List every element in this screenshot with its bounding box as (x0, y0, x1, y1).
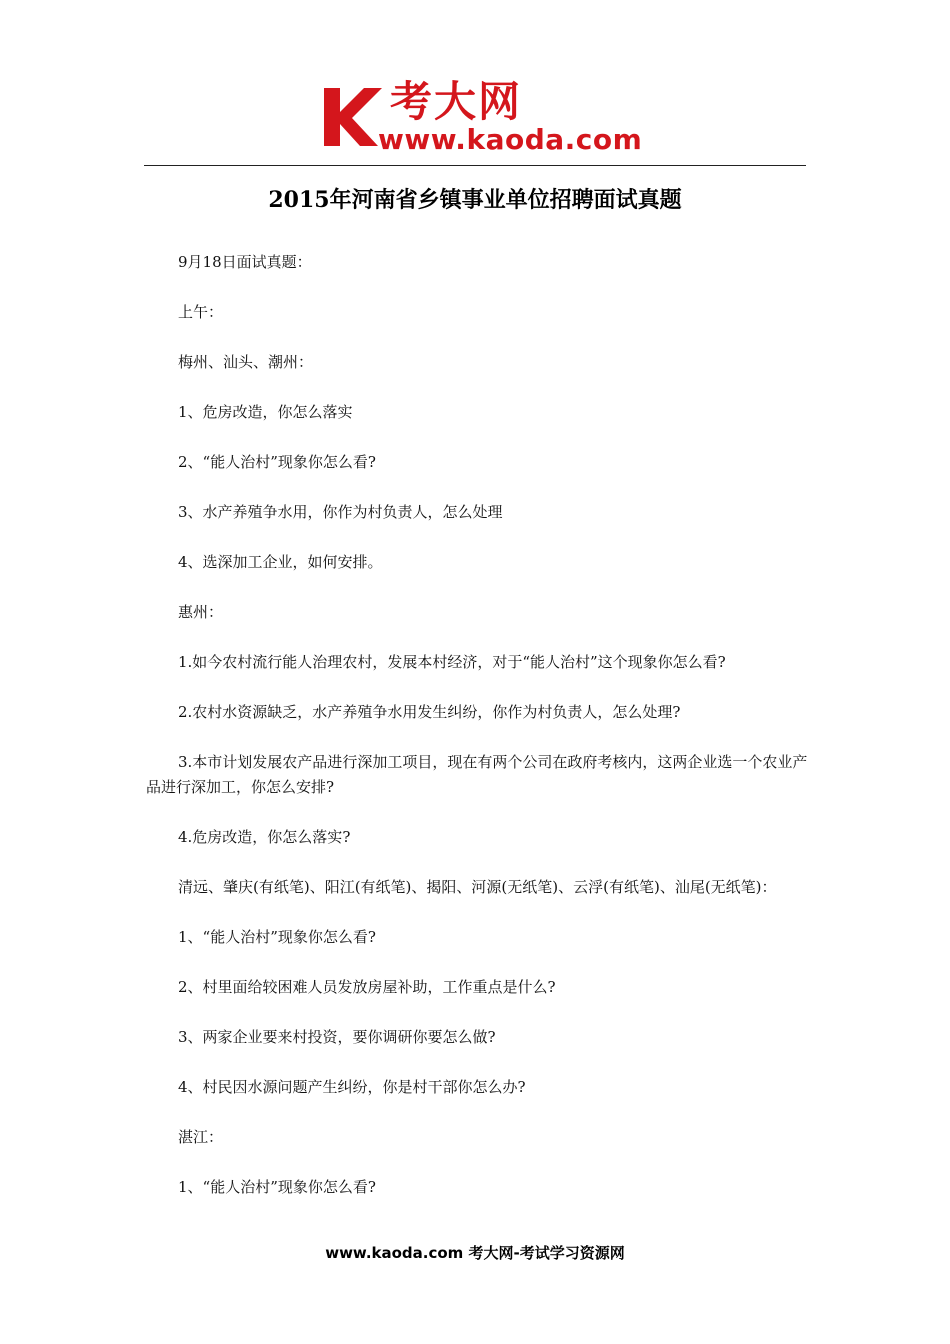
paragraph: 2.农村水资源缺乏，水产养殖争水用发生纠纷，你作为村负责人，怎么处理? (178, 703, 681, 721)
paragraph: 9月18日面试真题： (178, 253, 312, 271)
paragraph: 湛江： (178, 1128, 224, 1146)
paragraph: 4.危房改造，你怎么落实? (178, 828, 351, 846)
paragraph: 1、危房改造，你怎么落实 (178, 403, 353, 421)
paragraph: 3、水产养殖争水用，你作为村负责人，怎么处理 (178, 503, 503, 521)
kaoda-logo (318, 77, 643, 158)
paragraph: 2、村里面给较困难人员发放房屋补助，工作重点是什么? (178, 978, 556, 996)
paragraph: 1、“能人治村”现象你怎么看? (178, 1178, 376, 1196)
paragraph: 2、“能人治村”现象你怎么看? (178, 453, 376, 471)
paragraph: 上午： (178, 303, 224, 321)
paragraph: 惠州： (178, 603, 224, 621)
paragraph: 1.如今农村流行能人治理农村，发展本村经济，对于“能人治村”这个现象你怎么看? (178, 653, 726, 671)
paragraph: 3、两家企业要来村投资，要你调研你要怎么做? (178, 1028, 496, 1046)
page-footer: www.kaoda.com 考大网-考试学习资源网 (325, 1244, 625, 1262)
paragraph: 清远、肇庆(有纸笔)、阳江(有纸笔)、揭阳、河源(无纸笔)、云浮(有纸笔)、汕尾(无纸笔)： (178, 878, 777, 896)
header-divider (144, 165, 806, 166)
logo-chinese-text: 考大网 (390, 77, 523, 126)
paragraph: 3.本市计划发展农产品进行深加工项目，现在有两个公司在政府考核内，这两企业选一个农业产品进行深加工，你怎么安排? (146, 753, 808, 796)
k-logo-icon (318, 84, 384, 150)
paragraph: 梅州、汕头、潮州： (178, 353, 314, 371)
document-title: 2015年河南省乡镇事业单位招聘面试真题 (268, 187, 682, 213)
logo-url-text: www.kaoda.com (378, 123, 643, 156)
document-body (146, 250, 816, 1225)
paragraph: 1、“能人治村”现象你怎么看? (178, 928, 376, 946)
paragraph: 4、选深加工企业，如何安排。 (178, 553, 383, 571)
paragraph: 4、村民因水源问题产生纠纷，你是村干部你怎么办? (178, 1078, 526, 1096)
